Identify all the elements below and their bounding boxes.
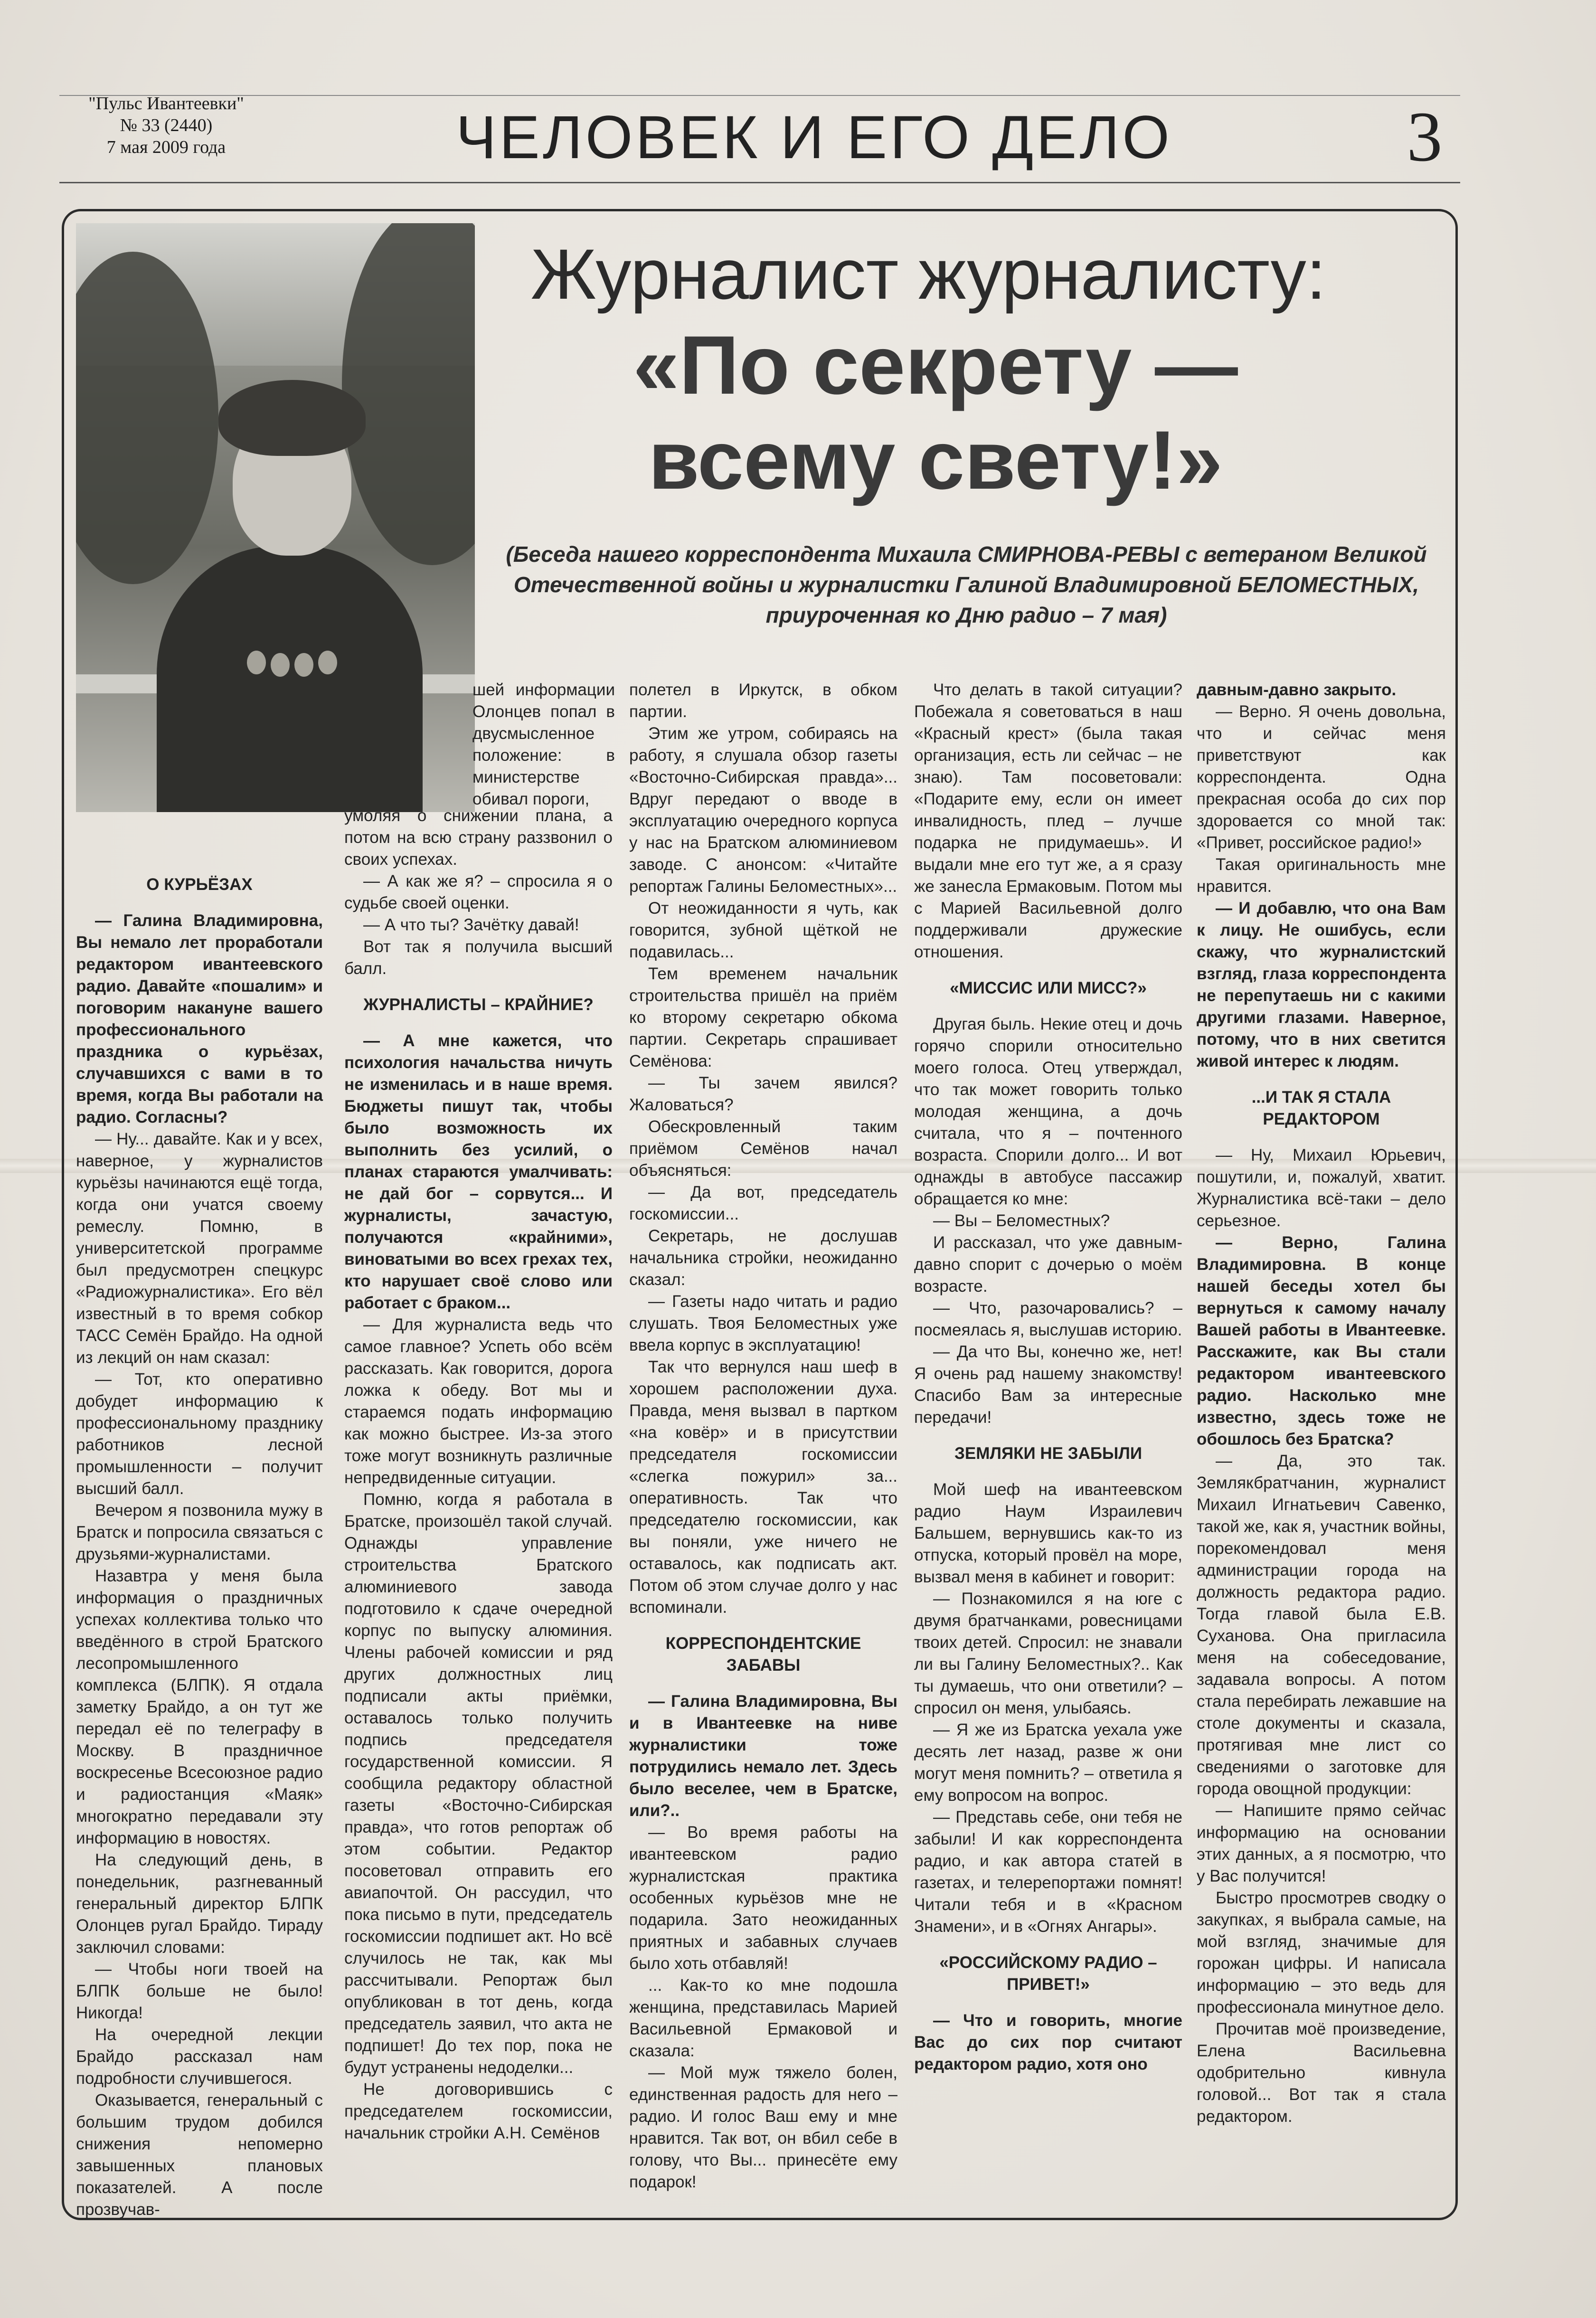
headline-line-2b: всему свету!»: [648, 414, 1223, 507]
paragraph: — Ну... давайте. Как и у всех, наверное, у журналистов курьёзы начинаются ещё тогда, когда они учатся своему ремеслу. Помню, в университетской программе был предусмотрен спецкурс «Радиожурналистика». Его вёл известный в то время собкор ТАСС Семён Брайдо. На одной из лекций он нам сказал:: [76, 1130, 323, 1367]
paragraph: давным-давно закрыто.: [1197, 681, 1397, 699]
paragraph: Этим же утром, собираясь на работу, я слушала обзор газеты «Восточно-Сибирская правда»... Вдруг передают о вводе в эксплуатацию очередного корпуса у нас на Братском алюминиевом заводе. С анонсом: «Читайте репортаж Галины Беломестных»...: [629, 724, 897, 896]
paragraph: — Да что Вы, конечно же, нет! Я очень рад нашему знакомству! Спасибо Вам за интересные передачи!: [914, 1343, 1182, 1427]
paragraph: И рассказал, что уже давным-давно спорит с дочерью о моём возрасте.: [914, 1233, 1182, 1296]
paragraph: умоляя о снижении плана, а потом на всю страну раззвонил о своих успехах.: [344, 806, 613, 869]
paragraph: — Что и говорить, многие Вас до сих пор считают редактором радио, хотя оно: [914, 2011, 1182, 2073]
paragraph: — Для журналиста ведь что самое главное? Успеть обо всём рассказать. Как говорится, дорога ложка к обеду. Вот мы и стараемся подать информацию как можно быстрее. Из-за этого тоже могут возникнуть различные непредвиденные ситуации.: [344, 1315, 613, 1487]
masthead-newspaper: "Пульс Ивантеевки": [88, 94, 244, 114]
text-column-2-top: [472, 679, 615, 810]
photo-beret: [218, 380, 366, 456]
paragraph: — А как же я? – спросила я о судьбе своей оценки.: [344, 872, 613, 912]
headline-line-1: Журналист журналисту:: [530, 234, 1326, 314]
paragraph: На следующий день, в понедельник, разгневанный генеральный директор БЛПК Олонцев ругал Брайдо. Тираду заключил словами:: [76, 1851, 323, 1957]
paragraph: Секретарь, не дослушав начальника стройки, неожиданно сказал:: [629, 1227, 897, 1289]
paragraph: — Напишите прямо сейчас информацию на основании этих данных, а я посмотрю, что у Вас получится!: [1197, 1801, 1446, 1885]
paragraph: Так что вернулся наш шеф в хорошем расположении духа. Правда, меня вызвал в партком «на ковёр» и в присутствии председателя госкомиссии «слегка пожурил» за... оперативность. Так что председателю госкомиссии, как вы поняли, уже ничего не оставалось, как подписать акт. Потом об этом случае долго у нас вспоминали.: [629, 1358, 897, 1617]
paragraph: — Что, разочаровались? – посмеялась я, выслушав историю.: [914, 1299, 1182, 1339]
paragraph: Что делать в такой ситуации? Побежала я советоваться в наш «Красный крест» (была такая организация, есть ли сейчас – не знаю). Там посоветовали: «Подарите ему, если он имеет инвалидность, плед – лучше подарка не придумаешь». И выдали мне его тут же, а я сразу же занесла Ермаковым. Потом мы с Марией Васильевной долго поддерживали дружеские отношения.: [914, 681, 1182, 961]
paragraph: — Ты зачем явился? Жаловаться?: [629, 1074, 897, 1114]
paragraph: — Мой муж тяжело болен, единственная радость для него – радио. И голос Ваш ему и мне нравится. Так вот, он вбил себе в голову, что Вы... принесёте ему подарок!: [629, 2063, 897, 2191]
subheading: О КУРЬЁЗАХ: [146, 875, 253, 894]
section-title: ЧЕЛОВЕК И ЕГО ДЕЛО: [456, 104, 1172, 171]
paragraph: — Да вот, председатель госкомиссии...: [629, 1183, 897, 1223]
paragraph: — А что ты? Зачётку давай!: [363, 916, 579, 934]
page-number: 3: [1407, 97, 1443, 176]
subheading: ЗЕМЛЯКИ НЕ ЗАБЫЛИ: [954, 1444, 1143, 1463]
text-column-3: [629, 679, 897, 2193]
paragraph: Быстро просмотрев сводку о закупках, я выбрала самые, на мой взгляд, значимые для горожан цифры. И написала информацию – это ведь для профессионала минутное дело.: [1197, 1889, 1446, 2016]
paragraph: шей информации Олонцев попал в двусмысленное положение: в министерстве обивал пороги,: [472, 681, 615, 808]
subheading: ЖУРНАЛИСТЫ – КРАЙНИЕ?: [363, 995, 594, 1014]
header-rule-bottom: [59, 182, 1460, 183]
text-column-4: [914, 679, 1182, 2075]
paragraph: — Я же из Братска уехала уже десять лет назад, разве ж они могут меня помнить? – ответила я ему вопросом на вопрос.: [914, 1721, 1182, 1805]
paragraph: На очередной лекции Брайдо рассказал нам подробности случившегося.: [76, 2025, 323, 2088]
paragraph: От неожиданности я чуть, как говорится, зубной щёткой не подавилась...: [629, 899, 897, 961]
paragraph: — Верно, Галина Владимировна. В конце нашей беседы хотел бы вернуться к самому началу Вашей работы в Ивантеевке. Расскажите, как Вы стали редактором ивантеевского радио. Насколько мне известно, здесь тоже не обошлось без Братска?: [1197, 1233, 1446, 1448]
paragraph: Такая оригинальность мне нравится.: [1197, 855, 1446, 896]
paragraph: — Галина Владимировна, Вы и в Ивантеевке на ниве журналистики тоже потрудились немало лет. Здесь было веселее, чем в Братске, или?..: [629, 1692, 897, 1820]
paragraph: Оказывается, генеральный с большим трудом добился снижения непомерно завышенных плановых показателей. А после прозвучав-: [76, 2091, 323, 2219]
medal-icon: [271, 653, 290, 677]
paragraph: — Во время работы на ивантеевском радио журналистская практика особенных курьёзов мне не подарила. Зато неожиданных приятных и забавных случаев было хоть отбавляй!: [629, 1823, 897, 1973]
paragraph: ... Как-то ко мне подошла женщина, представилась Марией Васильевной Ермаковой и сказала:: [629, 1976, 897, 2060]
paragraph: — Чтобы ноги твоей на БЛПК больше не было! Никогда!: [76, 1960, 323, 2022]
masthead-issue: № 33 (2440): [120, 115, 213, 135]
paragraph: Обескровленный таким приёмом Семёнов начал объясняться:: [629, 1117, 897, 1180]
paragraph: — Познакомился я на юге с двумя братчанками, ровесницами твоих детей. Спросил: не знавали ли вы Галину Беломестных?.. Как ты думаешь, что они ответили? – спросил он меня, улыбаясь.: [914, 1589, 1182, 1717]
paragraph: Помню, когда я работала в Братске, произошёл такой случай. Однажды управление строительства Братского алюминиевого завода подготовило к сдаче очередной корпус по выпуску алюминия. Члены рабочей комиссии и ряд других должностных лиц подписали акты приёмки, оставалось только получить подпись председателя государственной комиссии. Я сообщила редактору областной газеты «Восточно-Сибирская правда», что готов репортаж об этом событии. Редактор посоветовал отправить его авиапочтой. Он рассудил, что пока письмо в пути, председатель госкомиссии подпишет акт. Но всё случилось не так, как мы рассчитывали. Репортаж был опубликован в тот день, когда председатель заявил, что акта не подпишет! До тех пор, пока не будут устранены недоделки...: [344, 1490, 613, 2077]
paragraph: Прочитав моё произведение, Елена Васильевна одобрительно кивнула головой... Вот так я стала редактором.: [1197, 2020, 1446, 2126]
paragraph: — А мне кажется, что психология начальства ничуть не изменилась и в наше время. Бюджеты пишут так, чтобы было возможность их выполнить без усилий, о планах стараются умалчивать: не дай бог – сорвутся... И журналисты, зачастую, получаются «крайними», виноватыми во всех грехах тех, кто нарушает своё слово или работает с браком...: [344, 1031, 613, 1312]
article-subtitle: (Беседа нашего корреспондента Михаила СМИРНОВА-РЕВЫ с ветераном Великой Отечественной войны и журналистки Галиной Владимировной БЕЛОМЕСТНЫХ, приуроченная ко Дню радио – 7 мая): [506, 542, 1427, 627]
text-column-1: [76, 860, 323, 2221]
subheading: «МИССИС ИЛИ МИСС?»: [950, 979, 1147, 997]
paragraph: — И добавлю, что она Вам к лицу. Не ошибусь, если скажу, что журналистский взгляд, глаза корреспондента не перепутаешь ни с какими другими глазами. Наверное, потому, что в них светится живой интерес к людям.: [1197, 899, 1446, 1070]
medal-icon: [318, 651, 337, 674]
paragraph: — Ну, Михаил Юрьевич, пошутили, и, пожалуй, хватит. Журналистика всё-таки – дело серьезное.: [1197, 1146, 1446, 1230]
medal-icon: [247, 651, 266, 674]
paragraph: Вечером я позвонила мужу в Братск и попросила связаться с друзьями-журналистами.: [76, 1501, 323, 1563]
photo-coat: [157, 546, 423, 812]
text-column-2: [344, 805, 613, 2144]
text-column-5: [1197, 679, 1446, 2128]
header-rule-top: [59, 95, 1460, 96]
masthead: [81, 93, 252, 158]
paragraph: полетел в Иркутск, в обком партии.: [629, 681, 897, 721]
paragraph: — Представь себе, они тебя не забыли! И как корреспондента радио, и как автора статей в газетах, и телерепортажи помнят! Читали тебя и в «Красном Знамени», и в «Огнях Ангары».: [914, 1808, 1182, 1936]
paragraph: Другая быль. Некие отец и дочь горячо спорили относительно моего голоса. Отец утверждал, что так может говорить только молодая женщина, а дочь считала, что я – почтенного возраста. Спорили долго... И вот однажды в автобусе пассажир обращается ко мне:: [914, 1015, 1182, 1208]
paragraph: — Да, это так. Землякбратчанин, журналист Михаил Игнатьевич Савенко, такой же, как я, участник войны, порекомендовал меня администрации города на должность редактора радио. Тогда главой была Е.В. Суханова. Она пригласила меня на собеседование, задавала вопросы. А потом стала перебирать лежавшие на столе документы и сказала, протягивая мне лист со сведениями о заготовке для города овощной продукции:: [1197, 1452, 1446, 1798]
subheading: КОРРЕСПОНДЕНТСКИЕ ЗАБАВЫ: [665, 1634, 861, 1675]
subheading: ...И ТАК Я СТАЛА РЕДАКТОРОМ: [1251, 1088, 1391, 1128]
paragraph: — Тот, кто оперативно добудет информацию к профессиональному празднику работников лесной промышленности – получит высший балл.: [76, 1370, 323, 1498]
medal-icon: [294, 653, 313, 677]
paragraph: Вот так я получила высший балл.: [344, 937, 613, 978]
subheading: «РОССИЙСКОМУ РАДИО – ПРИВЕТ!»: [939, 1953, 1157, 1994]
headline-line-2: [484, 318, 1387, 508]
paragraph: — Галина Владимировна, Вы немало лет проработали редактором ивантеевского радио. Давайте «пошалим» и поговорим накануне вашего профессионального праздника о курьёзах, случавшихся с вами в то время, когда Вы работали на радио. Согласны?: [76, 911, 323, 1126]
paragraph: Не договорившись с председателем госкомиссии, начальник стройки А.Н. Семёнов: [344, 2080, 613, 2142]
paragraph: — Верно. Я очень довольна, что и сейчас меня приветствуют как корреспондента. Одна прекрасная особа до сих пор здоровается со мной так: «Привет, российское радио!»: [1197, 702, 1446, 852]
paragraph: — Вы – Беломестных?: [933, 1211, 1110, 1230]
headline-line-2a: «По секрету —: [633, 319, 1238, 412]
paragraph: Назавтра у меня была информация о праздничных успехах коллектива только что введённого в строй Братского лесопромышленного комплекса (БЛПК). Я отдала заметку Брайдо, а он тут же передал её по телеграфу в Москву. В праздничное воскресенье Всесоюзное радио и радиостанция «Маяк» многократно передавали эту информацию в новостях.: [76, 1567, 323, 1847]
paragraph: Тем временем начальник строительства пришёл на приём ко второму секретарю обкома партии. Секретарь спрашивает Семёнова:: [629, 965, 897, 1070]
paragraph: Мой шеф на ивантеевском радио Наум Израилевич Бальшем, вернувшись как-то из отпуска, который провёл на море, вызвал меня в кабинет и говорит:: [914, 1480, 1182, 1586]
masthead-date: 7 мая 2009 года: [106, 137, 226, 157]
paragraph: — Газеты надо читать и радио слушать. Твоя Беломестных уже ввела корпус в эксплуатацию!: [629, 1292, 897, 1354]
